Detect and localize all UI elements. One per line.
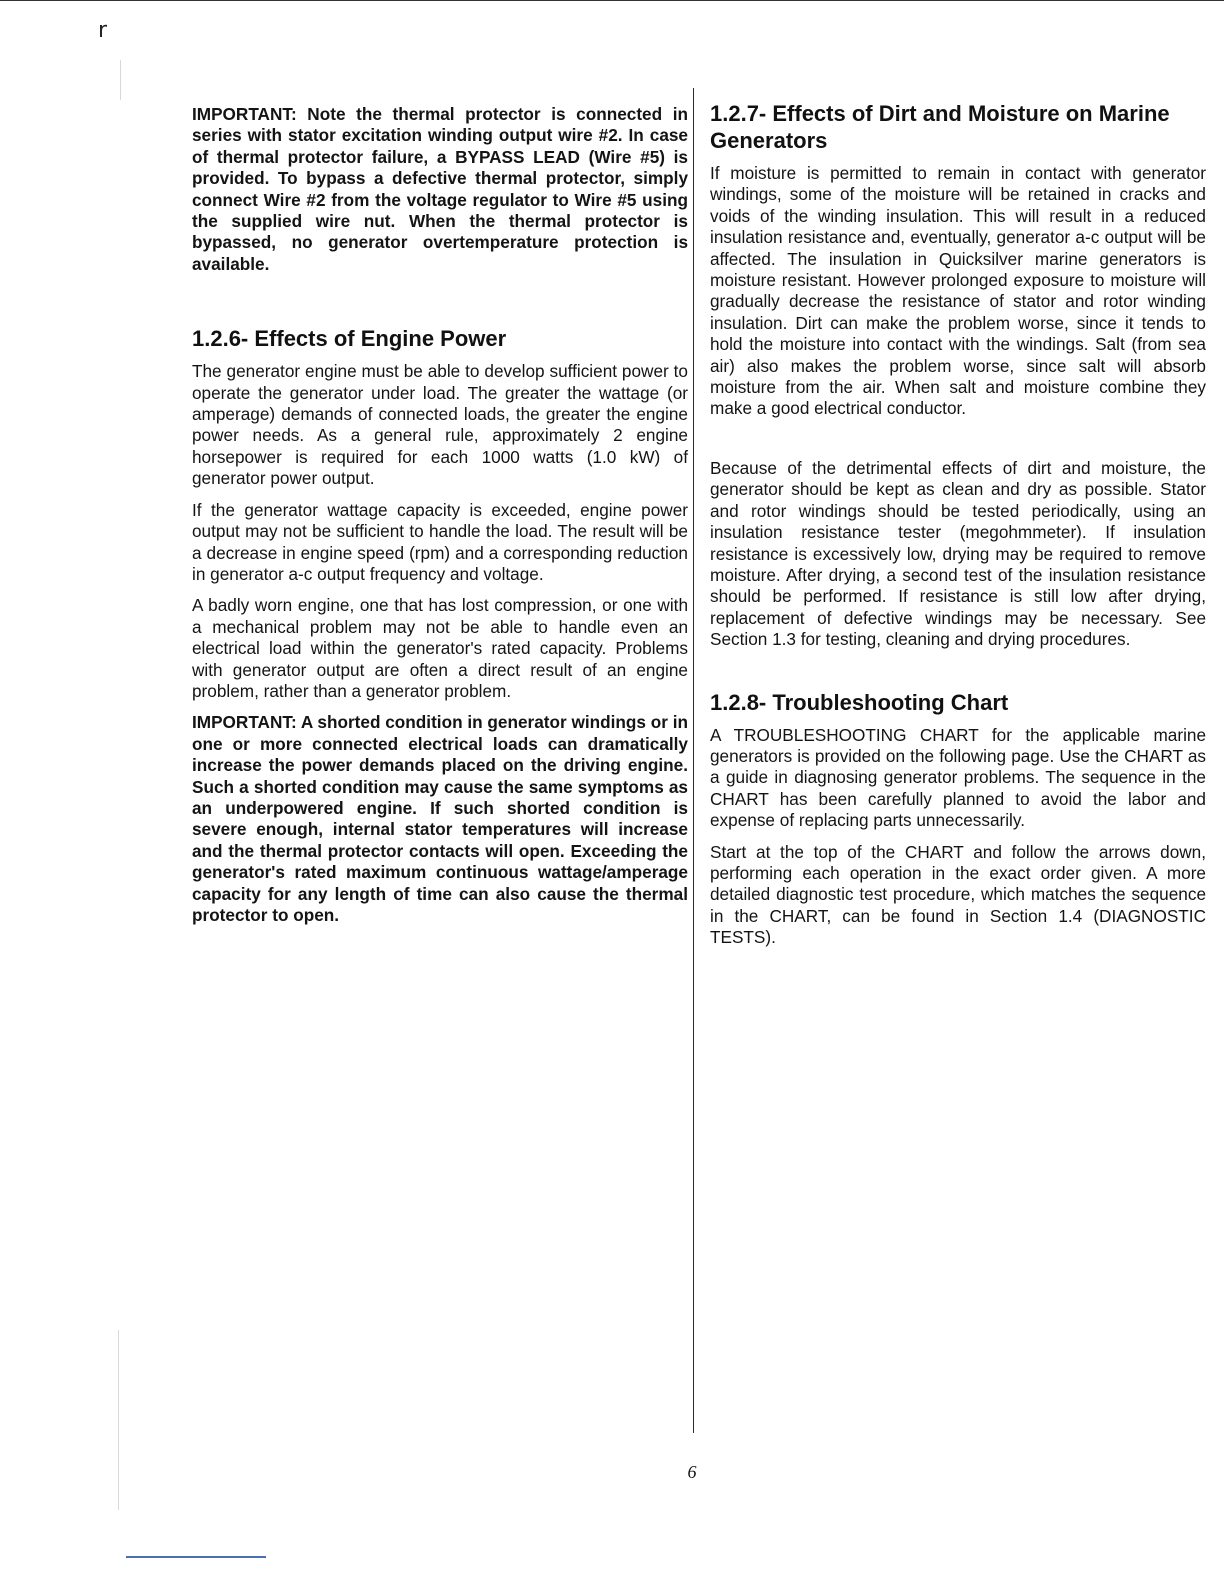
paragraph-dirt-moisture-2: Because of the detrimental effects of dirt and moisture, the generator should be kept as clean and dry as possible. Stator and rotor windings should be tested periodically, using an insulation resistance tester (megohmmeter). If insulation resistance is excessively low, drying may be required to remove moisture. After drying, a second test of the insulation resistance should be performed. If resistance is still low after drying, replacement of defective windings may be necessary. See Section 1.3 for testing, cleaning and drying procedures. [710,457,1206,650]
paragraph-engine-power-1: The generator engine must be able to develop sufficient power to operate the generator under load. The greater the wattage (or amperage) demands of connected loads, the greater the engine power needs. As a general rule, approximately 2 engine horsepower is required for each 1000 watts (1.0 kW) of generator power output. [192,361,688,489]
page-number: 6 [687,1462,697,1482]
scan-artifact [120,60,121,100]
bottom-edge-mark [126,1556,266,1558]
scan-artifact [118,1330,119,1510]
corner-mark: r [98,18,108,43]
left-column [192,104,688,936]
column-divider [693,88,694,1433]
paragraph-dirt-moisture-1: If moisture is permitted to remain in contact with generator windings, some of the moisture will be retained in cracks and voids of the winding insulation. This will result in a reduced insulation resistance and, eventually, generator a-c output will be affected. The insulation in Quicksilver marine generators is moisture resistant. However prolonged exposure to moisture will gradually decrease the resistance of stator and rotor winding insulation. Dirt can make the problem worse, since it tends to hold the moisture into contact with the windings. Salt (from sea air) also makes the problem worse, since salt will absorb moisture from the air. When salt and moisture combine they make a good electrical conductor. [710,163,1206,419]
paragraph-troubleshooting-2: Start at the top of the CHART and follow the arrows down, performing each operation in the exact order given. A more detailed diagnostic test procedure, which matches the sequence in the CHART, can be found in Section 1.4 (DIAGNOSTIC TESTS). [710,841,1206,948]
heading-dirt-moisture: 1.2.7- Effects of Dirt and Moisture on Marine Generators [710,101,1170,153]
paragraph-engine-power-2: If the generator wattage capacity is exceeded, engine power output may not be sufficient to handle the load. The result will be a decrease in engine speed (rpm) and a corresponding reduction in generator a-c output frequency and voltage. [192,499,688,584]
paragraph-troubleshooting-1: A TROUBLESHOOTING CHART for the applicable marine generators is provided on the following page. Use the CHART as a guide in diagnosing generator problems. The sequence in the CHART has been carefully planned to avoid the labor and expense of replacing parts unnecessarily. [710,724,1206,831]
right-column [710,100,1206,959]
paragraph-engine-power-3: A badly worn engine, one that has lost compression, or one with a mechanical problem may not be able to handle even an electrical load within the generator's rated capacity. Problems with generator output are often a direct result of an engine problem, rather than a generator problem. [192,595,688,701]
top-edge-line [0,0,1224,1]
heading-troubleshooting-chart: 1.2.8- Troubleshooting Chart [710,689,1009,715]
important-note-thermal-protector: IMPORTANT: Note the thermal protector is connected in series with stator excitation winding output wire #2. In case of thermal protector failure, a BYPASS LEAD (Wire #5) is provided. To bypass a defective thermal protector, simply connect Wire #2 from the voltage regulator to Wire #5 using the supplied wire nut. When the thermal protector is bypassed, no generator overtemperature protection is available. [192,104,688,274]
heading-engine-power: 1.2.6- Effects of Engine Power [192,326,507,352]
important-note-shorted-condition: IMPORTANT: A shorted condition in generator windings or in one or more connected electrical loads can dramatically increase the power demands placed on the driving engine. Such a shorted condition may cause the same symptoms as an underpowered engine. If such shorted condition is severe enough, internal stator temperatures will increase and the thermal protector contacts will open. Exceeding the generator's rated maximum continuous wattage/amperage capacity for any length of time can also cause the thermal protector to open. [192,712,688,925]
